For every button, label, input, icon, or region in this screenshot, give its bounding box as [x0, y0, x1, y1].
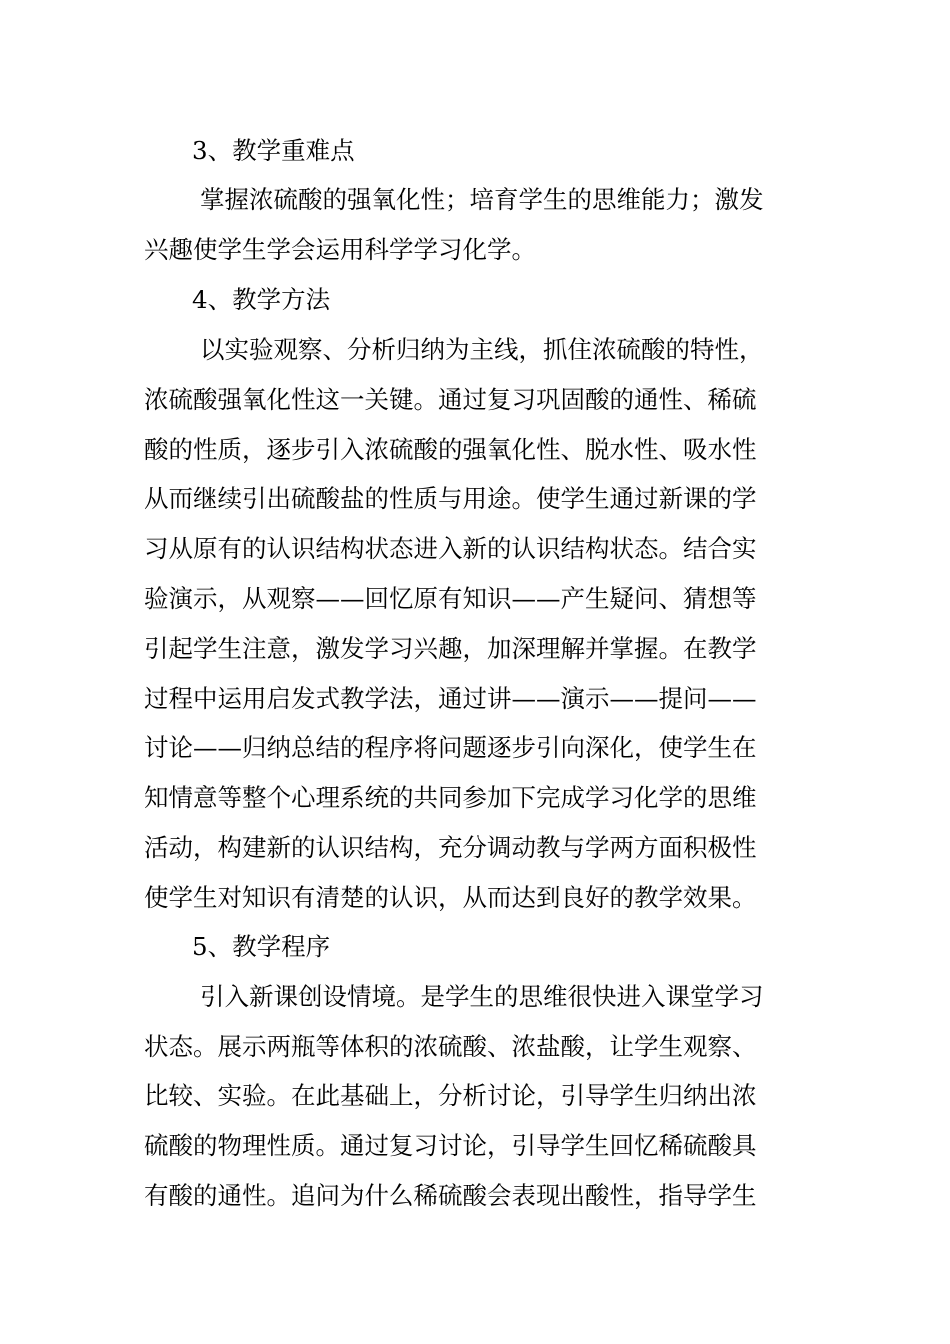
paragraph-line: 习从原有的认识结构状态进入新的认识结构状态。结合实 [144, 534, 757, 563]
paragraph-line: 以实验观察、分析归纳为主线，抓住浓硫酸的特性， [200, 335, 764, 364]
paragraph-line: 使学生对知识有清楚的认识，从而达到良好的教学效果。 [144, 883, 757, 912]
paragraph-line: 酸的性质，逐步引入浓硫酸的强氧化性、脱水性、吸水性 [144, 435, 757, 464]
paragraph-line: 过程中运用启发式教学法，通过讲——演示——提问—— [144, 684, 757, 713]
section-heading: 5、教学程序 [192, 932, 331, 961]
paragraph-line: 硫酸的物理性质。通过复习讨论，引导学生回忆稀硫酸具 [144, 1131, 757, 1160]
paragraph-line: 状态。展示两瓶等体积的浓硫酸、浓盐酸，让学生观察、 [144, 1032, 757, 1061]
section-heading: 4、教学方法 [192, 285, 331, 314]
paragraph-line: 引入新课创设情境。是学生的思维很快进入课堂学习 [200, 982, 764, 1011]
paragraph-line: 从而继续引出硫酸盐的性质与用途。使学生通过新课的学 [144, 484, 757, 513]
paragraph-line: 兴趣使学生学会运用科学学习化学。 [144, 235, 536, 264]
paragraph-line: 掌握浓硫酸的强氧化性；培育学生的思维能力；激发 [200, 185, 764, 214]
paragraph-line: 有酸的通性。追问为什么稀硫酸会表现出酸性，指导学生 [144, 1181, 757, 1210]
section-heading: 3、教学重难点 [192, 136, 355, 165]
paragraph-line: 引起学生注意，激发学习兴趣，加深理解并掌握。在教学 [144, 634, 757, 663]
paragraph-line: 知情意等整个心理系统的共同参加下完成学习化学的思维 [144, 783, 757, 812]
paragraph-line: 浓硫酸强氧化性这一关键。通过复习巩固酸的通性、稀硫 [144, 385, 757, 414]
paragraph-line: 比较、实验。在此基础上，分析讨论，引导学生归纳出浓 [144, 1081, 757, 1110]
paragraph-line: 讨论——归纳总结的程序将问题逐步引向深化，使学生在 [144, 733, 757, 762]
paragraph-line: 活动，构建新的认识结构，充分调动教与学两方面积极性 [144, 833, 757, 862]
paragraph-line: 验演示，从观察——回忆原有知识——产生疑问、猜想等 [144, 584, 757, 613]
